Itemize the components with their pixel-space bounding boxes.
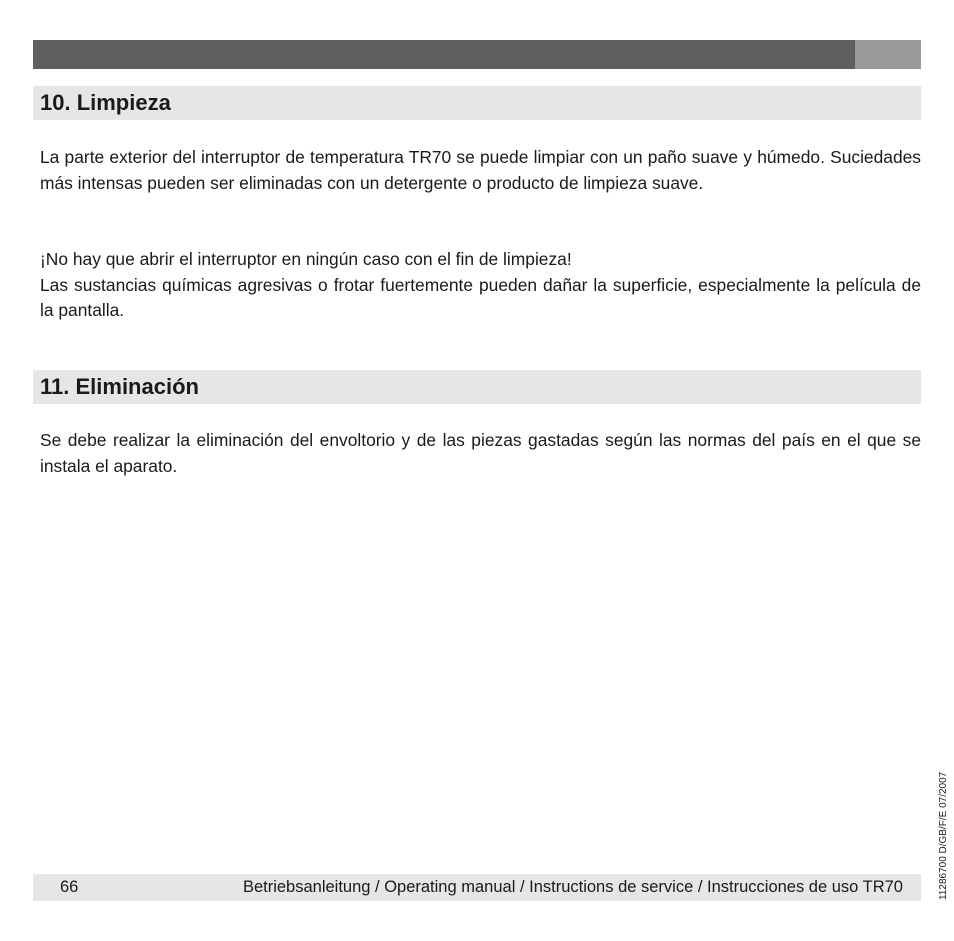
header-bar <box>33 40 855 69</box>
section-heading-limpieza: 10. Limpieza <box>33 86 921 120</box>
paragraph-limpieza-1: La parte exterior del interruptor de temperatura TR70 se puede limpiar con un paño suave y húmedo. Suciedades más intensas pueden ser eliminadas con un detergente o producto de limpieza suave. <box>40 147 921 193</box>
paragraph-eliminacion-1: Se debe realizar la eliminación del envoltorio y de las piezas gastadas según las normas del país en el que se instala el aparato. <box>40 430 921 476</box>
document-code: 11286700 D/GB/F/E 07/2007 <box>938 771 949 900</box>
page-number: 66 <box>60 878 79 896</box>
header-bar-tab <box>855 40 921 69</box>
footer <box>33 874 921 901</box>
footer-title: Betriebsanleitung / Operating manual / Instructions de service / Instrucciones de uso TR70 <box>242 878 903 896</box>
section-heading-eliminacion: 11. Eliminación <box>33 370 921 404</box>
paragraph-limpieza-2-text: ¡No hay que abrir el interruptor en ningún caso con el fin de limpieza! Las sustancias químicas agresivas o frotar fuertemente pueden dañar la superficie, especialmente la película de la pantalla. <box>40 249 921 320</box>
paragraph-limpieza-2 <box>40 247 921 324</box>
